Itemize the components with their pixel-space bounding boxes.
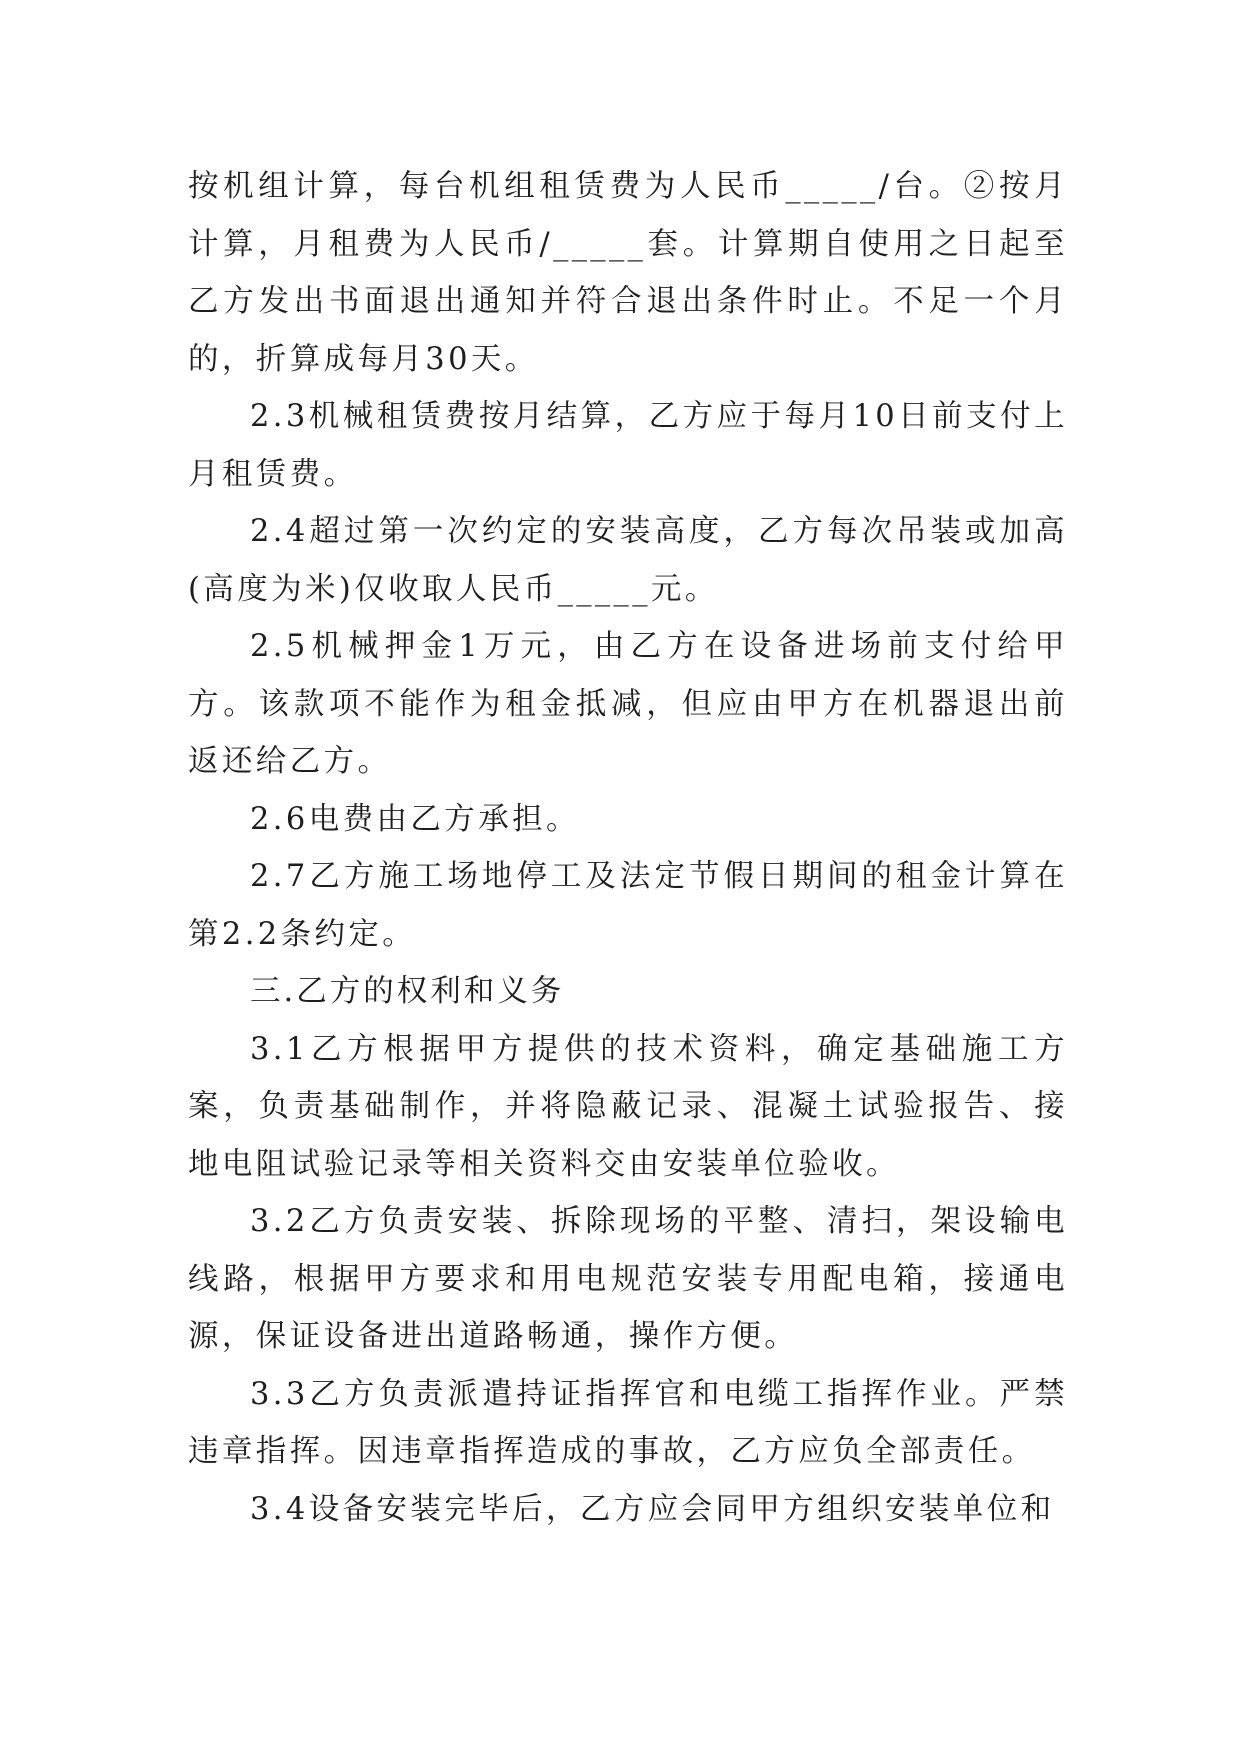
paragraph-2-5: 2.5机械押金1万元，由乙方在设备进场前支付给甲方。该款项不能作为租金抵减，但应由甲方在机器退出前返还给乙方。 <box>188 629 1068 779</box>
paragraph-2-6: 2.6电费由乙方承担。 <box>250 801 580 837</box>
paragraph-2-3: 2.3机械租赁费按月结算，乙方应于每月10日前支付上月租赁费。 <box>188 399 1068 492</box>
document-body <box>188 158 1068 1538</box>
paragraph-2-4: 2.4超过第一次约定的安装高度，乙方每次吊装或加高(高度为米)仅收取人民币_____元。 <box>188 514 1068 607</box>
paragraph-3-3: 3.3乙方负责派遣持证指挥官和电缆工指挥作业。严禁违章指挥。因违章指挥造成的事故，乙方应负全部责任。 <box>188 1376 1068 1469</box>
paragraph-2-2-continuation: 按机组计算，每台机组租赁费为人民币_____/台。②按月计算，月租费为人民币/_____套。计算期自使用之日起至乙方发出书面退出通知并符合退出条件时止。不足一个月的，折算成每月30天。 <box>188 169 1068 377</box>
paragraph-3-1: 3.1乙方根据甲方提供的技术资料，确定基础施工方案，负责基础制作，并将隐蔽记录、混凝土试验报告、接地电阻试验记录等相关资料交由安装单位验收。 <box>188 1031 1068 1182</box>
paragraph-2-7: 2.7乙方施工场地停工及法定节假日期间的租金计算在第2.2条约定。 <box>188 859 1068 952</box>
paragraph-3-4: 3.4设备安装完毕后，乙方应会同甲方组织安装单位和 <box>250 1491 1055 1527</box>
section-heading-3: 三.乙方的权利和义务 <box>250 974 565 1009</box>
paragraph-3-2: 3.2乙方负责安装、拆除现场的平整、清扫，架设输电线路，根据甲方要求和用电规范安装专用配电箱，接通电源，保证设备进出道路畅通，操作方便。 <box>188 1204 1068 1354</box>
